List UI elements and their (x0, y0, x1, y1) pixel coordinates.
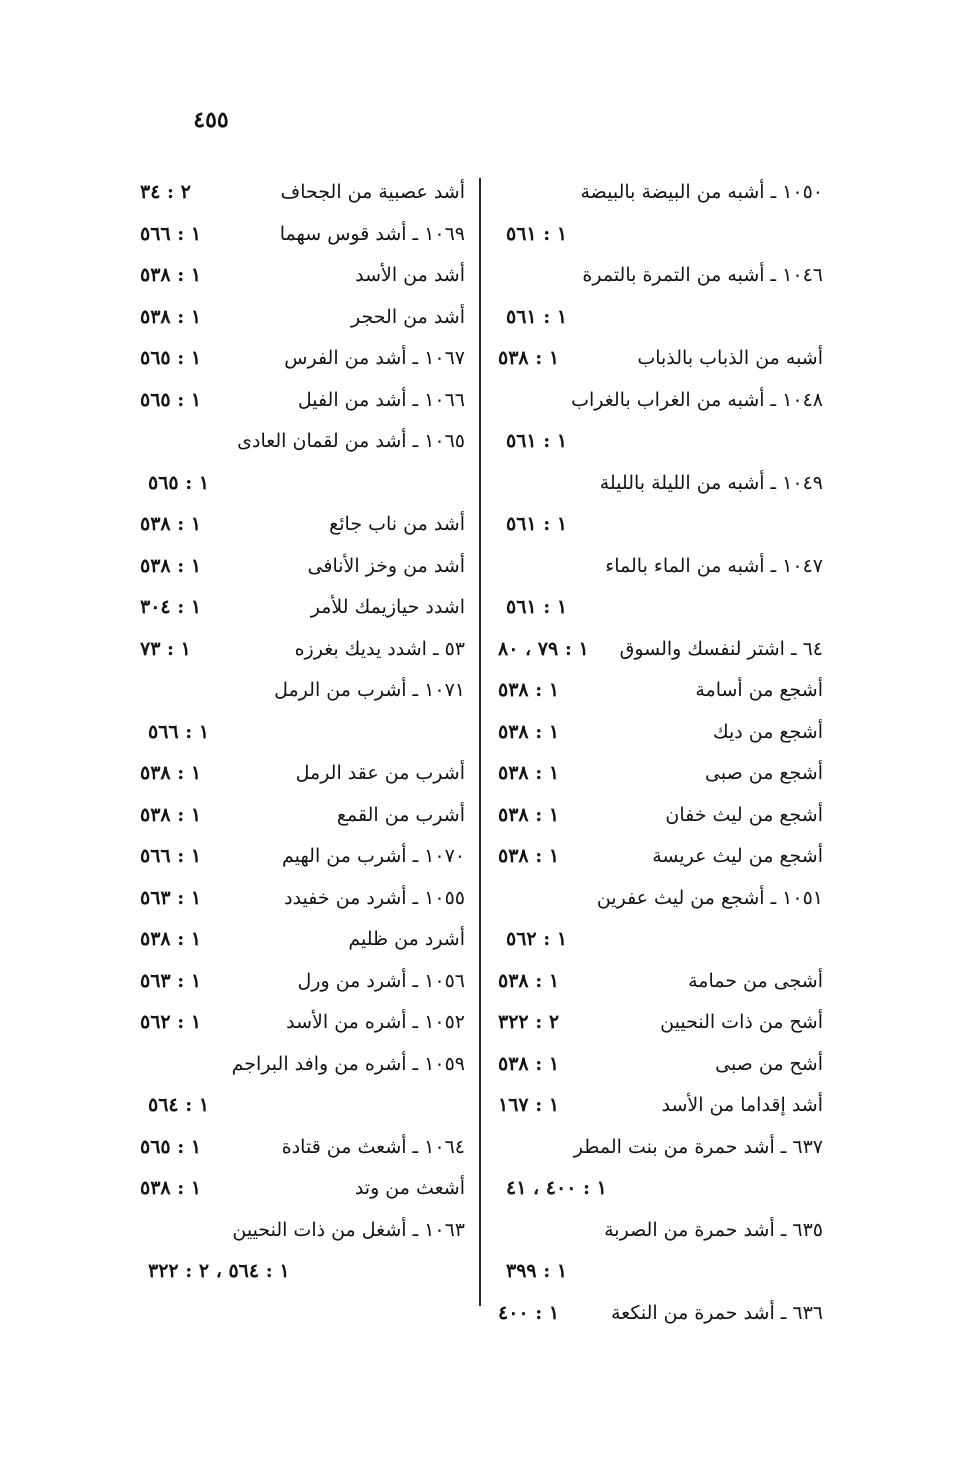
entry-text: ١٠٥١ ـ أشجع من ليث عفرين (596, 886, 823, 909)
entry-location: ١ : ٥٣٨ (140, 762, 202, 784)
entry-location: ١ : ٥٦٦ (140, 845, 202, 867)
left-column (140, 172, 465, 1293)
index-entry (140, 338, 465, 380)
index-entry (140, 1002, 465, 1044)
index-entry (498, 629, 823, 671)
entry-text: ١٠٥٢ ـ أشره من الأسد (286, 1011, 465, 1033)
entry-text: أشد من ناب جائع (329, 513, 465, 535)
entry-location: ١ : ٥٣٨ (140, 554, 202, 577)
entry-text: أشجع من ليث خفان (665, 803, 823, 826)
index-entry (140, 172, 465, 214)
entry-text: أشح من ذات النحيين (660, 1011, 823, 1033)
index-entry (140, 1127, 465, 1169)
index-entry (498, 795, 823, 837)
entry-text: أشد من الأسد (355, 264, 465, 286)
index-entry (498, 1085, 823, 1127)
entry-text: أشد إقداما من الأسد (661, 1094, 823, 1116)
index-entry (140, 836, 465, 878)
entry-text: ١٠٥٦ ـ أشرد من ورل (297, 969, 465, 992)
entry-text: أشد عصبية من الجحاف (280, 181, 465, 203)
entry-location: ١ : ٥٦٦ (148, 720, 210, 743)
entry-location: ١ : ٥٣٨ (140, 803, 202, 826)
entry-location: ١ : ٥٣٨ (498, 845, 560, 867)
index-entry (498, 1210, 823, 1252)
entry-text: أشعث من وتد (354, 1177, 465, 1199)
entry-text: ١٠٥٥ ـ أشرد من خفيدد (284, 886, 465, 909)
entry-location: ١ : ٥٦٥ (140, 1135, 202, 1158)
index-reference (498, 504, 823, 546)
index-entry (498, 255, 823, 297)
entry-location: ١ : ٥٦٢ (140, 1011, 202, 1033)
entry-location: ١ : ٥٣٨ (140, 928, 202, 950)
entry-text: ٦٣٧ ـ أشد حمرة من بنت المطر (573, 1135, 823, 1158)
entry-text: أشجع من أسامة (695, 679, 823, 701)
entry-location: ١ : ٥٣٨ (498, 762, 560, 784)
entry-text: ١٠٦٩ ـ أشد قوس سهما (279, 222, 465, 245)
entry-text: أشد من وخز الأنافى (307, 554, 465, 577)
column-divider (479, 178, 481, 1306)
index-entry (498, 172, 823, 214)
entry-text: ١٠٥٠ ـ أشبه من البيضة بالبيضة (580, 181, 823, 203)
entry-location: ١ : ٥٦٥ (148, 471, 210, 494)
entry-location: ١ : ٥٣٨ (498, 969, 560, 992)
entry-location: ١ : ٤٠٠ (498, 1301, 560, 1324)
entry-text: ١٠٤٨ ـ أشبه من الغراب بالغراب (571, 388, 823, 411)
entry-text: ١٠٧١ ـ أشرب من الرمل (274, 679, 465, 701)
index-entry (498, 338, 823, 380)
index-entry (140, 421, 465, 463)
index-reference (498, 587, 823, 629)
index-reference (140, 712, 465, 754)
entry-text: أشرب من القمع (336, 803, 465, 826)
index-entry (140, 587, 465, 629)
entry-location: ٢ : ٣٢٢ (498, 1011, 560, 1033)
entry-text: اشدد حيازيمك للأمر (310, 596, 465, 618)
entry-text: ١٠٦٥ ـ أشد من لقمان العادى (237, 430, 465, 452)
entry-location: ١ : ٣٩٩ (506, 1260, 568, 1282)
index-reference (498, 214, 823, 256)
entry-text: ٦٣٦ ـ أشد حمرة من النكعة (610, 1301, 823, 1324)
entry-location: ١ : ٥٣٨ (140, 305, 202, 328)
entry-location: ١ : ٥٦٣ (140, 886, 202, 909)
index-entry (498, 836, 823, 878)
index-entry (140, 255, 465, 297)
entry-text: ١٠٦٦ ـ أشد من الفيل (297, 388, 465, 411)
index-entry (140, 504, 465, 546)
entry-location: ١ : ٥٦٤ (148, 1094, 210, 1116)
entry-location: ١ : ٥٦١ (506, 305, 568, 328)
entry-text: ١٠٦٤ ـ أشعث من قتادة (281, 1135, 465, 1158)
index-reference (140, 463, 465, 505)
entry-text: أشبه من الذباب بالذباب (637, 347, 823, 369)
index-entry (498, 753, 823, 795)
entry-text: ١٠٤٦ ـ أشبه من التمرة بالتمرة (582, 264, 823, 286)
entry-text: أشجع من ليث عريسة (652, 845, 823, 867)
entry-location: ١ : ٥٣٨ (498, 803, 560, 826)
index-entry (140, 1044, 465, 1086)
index-entry (498, 670, 823, 712)
entry-text: أشح من صبى (715, 1052, 823, 1075)
index-entry (498, 380, 823, 422)
entry-location: ١ : ٥٣٨ (140, 1177, 202, 1199)
index-entry (140, 380, 465, 422)
entry-text: ١٠٦٧ ـ أشد من الفرس (284, 347, 465, 369)
entry-location: ١ : ٥٦٥ (140, 347, 202, 369)
entry-location: ١ : ٥٣٨ (498, 679, 560, 701)
entry-text: أشد من الحجر (351, 305, 465, 328)
index-entry (498, 1293, 823, 1335)
right-column (498, 172, 823, 1334)
entry-location: ١ : ٥٦٣ (140, 969, 202, 992)
entry-text: ١٠٧٠ ـ أشرب من الهيم (282, 845, 465, 867)
entry-location: ١ : ٥٦١ (506, 596, 568, 618)
index-entry (498, 463, 823, 505)
entry-location: ١ : ٥٣٨ (498, 1052, 560, 1075)
index-entry (140, 878, 465, 920)
index-reference (140, 1251, 465, 1293)
entry-text: أشجع من صبى (705, 762, 823, 784)
index-entry (140, 670, 465, 712)
entry-location: ١ : ٧٩ ، ٨٠ (498, 637, 589, 660)
index-reference (140, 1085, 465, 1127)
entry-text: ٥٣ ـ اشدد يديك بغرزه (294, 637, 465, 660)
index-reference (498, 421, 823, 463)
entry-location: ١ : ٥٦٢ (506, 928, 568, 950)
entry-text: أشجع من ديك (712, 720, 823, 743)
index-entry (140, 1168, 465, 1210)
index-entry (140, 214, 465, 256)
index-reference (498, 297, 823, 339)
index-entry (498, 1044, 823, 1086)
entry-text: ١٠٦٣ ـ أشغل من ذات النحيين (232, 1218, 465, 1241)
index-entry (498, 546, 823, 588)
entry-location: ١ : ٧٣ (140, 637, 191, 660)
entry-location: ١ : ٥٣٨ (140, 264, 202, 286)
index-entry (498, 1127, 823, 1169)
entry-location: ١ : ٥٦٤ ، ٢ : ٣٢٢ (148, 1260, 290, 1282)
index-reference (498, 919, 823, 961)
entry-location: ١ : ١٦٧ (498, 1094, 560, 1116)
entry-text: أشرب من عقد الرمل (295, 762, 465, 784)
index-entry (140, 297, 465, 339)
index-entry (140, 753, 465, 795)
index-entry (140, 795, 465, 837)
entry-text: أشرد من ظليم (348, 928, 465, 950)
index-entry (140, 961, 465, 1003)
index-entry (140, 546, 465, 588)
entry-location: ١ : ٣٠٤ (140, 596, 202, 618)
entry-location: ١ : ٤٠٠ ، ٤١ (506, 1177, 607, 1199)
entry-location: ١ : ٥٣٨ (140, 513, 202, 535)
entry-location: ١ : ٥٦١ (506, 222, 568, 245)
entry-location: ١ : ٥٣٨ (498, 347, 560, 369)
page-number: ٤٥٥ (193, 107, 229, 133)
entry-text: ١٠٤٧ ـ أشبه من الماء بالماء (605, 554, 823, 577)
entry-location: ١ : ٥٣٨ (498, 720, 560, 743)
index-reference (498, 1168, 823, 1210)
index-reference (498, 1251, 823, 1293)
index-entry (498, 878, 823, 920)
index-entry (140, 629, 465, 671)
entry-text: ٦٤ ـ اشتر لنفسك والسوق (619, 637, 823, 660)
entry-location: ١ : ٥٦٦ (140, 222, 202, 245)
index-entry (498, 712, 823, 754)
index-entry (498, 1002, 823, 1044)
entry-text: ٦٣٥ ـ أشد حمرة من الصربة (604, 1218, 823, 1241)
index-entry (140, 1210, 465, 1252)
entry-text: ١٠٥٩ ـ أشره من وافد البراجم (231, 1052, 465, 1075)
entry-location: ١ : ٥٦٥ (140, 388, 202, 411)
entry-location: ١ : ٥٦١ (506, 430, 568, 452)
index-entry (140, 919, 465, 961)
index-entry (498, 961, 823, 1003)
entry-text: ١٠٤٩ ـ أشبه من الليلة بالليلة (599, 471, 823, 494)
entry-location: ٢ : ٣٤ (140, 181, 191, 203)
entry-location: ١ : ٥٦١ (506, 513, 568, 535)
entry-text: أشجى من حمامة (688, 969, 823, 992)
